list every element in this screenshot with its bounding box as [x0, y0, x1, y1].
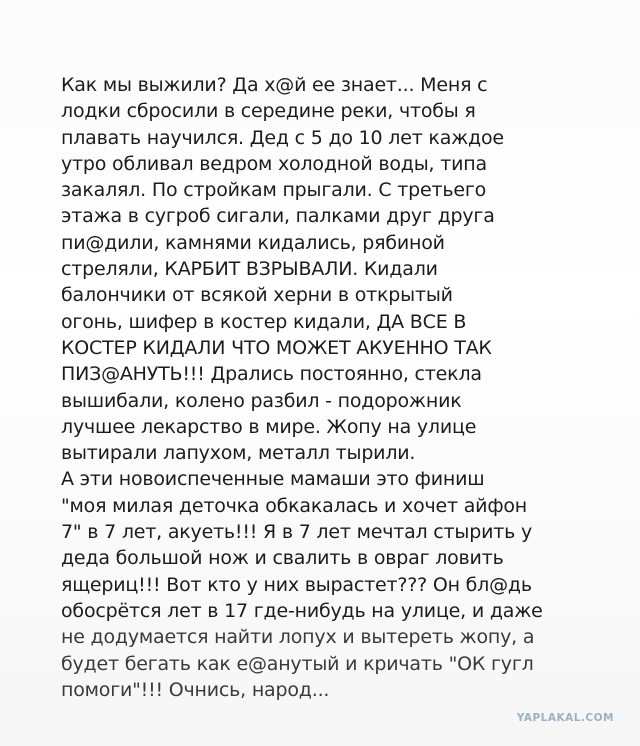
post-text: [61, 72, 601, 703]
post-line: вышибали, колено разбил - подорожник: [61, 389, 462, 412]
post-line: деда большой нож и свалить в овраг ловить: [61, 547, 504, 570]
post-line: А эти новоиспеченные мамаши это финиш: [61, 468, 485, 491]
post-line: огонь, шифер в костер кидали, ДА ВСЕ В: [61, 310, 467, 333]
post-line: 7" в 7 лет, акуеть!!! Я в 7 лет мечтал стырить у: [61, 521, 532, 544]
post-line: помоги"!!! Очнись, народ...: [61, 678, 330, 701]
post-line: "моя милая деточка обкакалась и хочет айфон: [61, 494, 528, 517]
post-line: лодки сбросили в середине реки, чтобы я: [61, 100, 476, 123]
site-watermark: YAPLAKAL.COM: [516, 712, 614, 724]
post-line: КОСТЕР КИДАЛИ ЧТО МОЖЕТ АКУЕННО ТАК: [61, 336, 492, 359]
post-line: плавать научился. Дед с 5 до 10 лет каждое: [61, 126, 504, 149]
post-line: закалял. По стройкам прыгали. С третьего: [61, 179, 487, 202]
post-line: Как мы выжили? Да х@й ее знает... Меня с: [61, 74, 488, 96]
post-line: этажа в сугроб сигали, палками друг друга: [61, 205, 495, 228]
post-line: не додумается найти лопух и вытереть жопу, а: [61, 626, 535, 649]
post-line: балончики от всякой херни в открытый: [61, 284, 453, 307]
post-line: будет бегать как е@анутый и кричать "ОК гугл: [61, 652, 534, 675]
post-line: ПИЗ@АНУТЬ!!! Дрались постоянно, стекла: [61, 363, 482, 386]
post-line: обосрётся лет в 17 где-нибудь на улице, и даже: [61, 599, 543, 622]
post-line: стреляли, КАРБИТ ВЗРЫВАЛИ. Кидали: [61, 258, 438, 281]
post-line: пи@дили, камнями кидались, рябиной: [61, 231, 445, 254]
post-line: утро обливал ведром холодной воды, типа: [61, 152, 487, 175]
post-line: лучшее лекарство в мире. Жопу на улице: [61, 415, 477, 438]
post-line: ящериц!!! Вот кто у них вырастет??? Он бл@дь: [61, 573, 532, 596]
post-line: вытирали лапухом, металл тырили.: [61, 442, 416, 465]
